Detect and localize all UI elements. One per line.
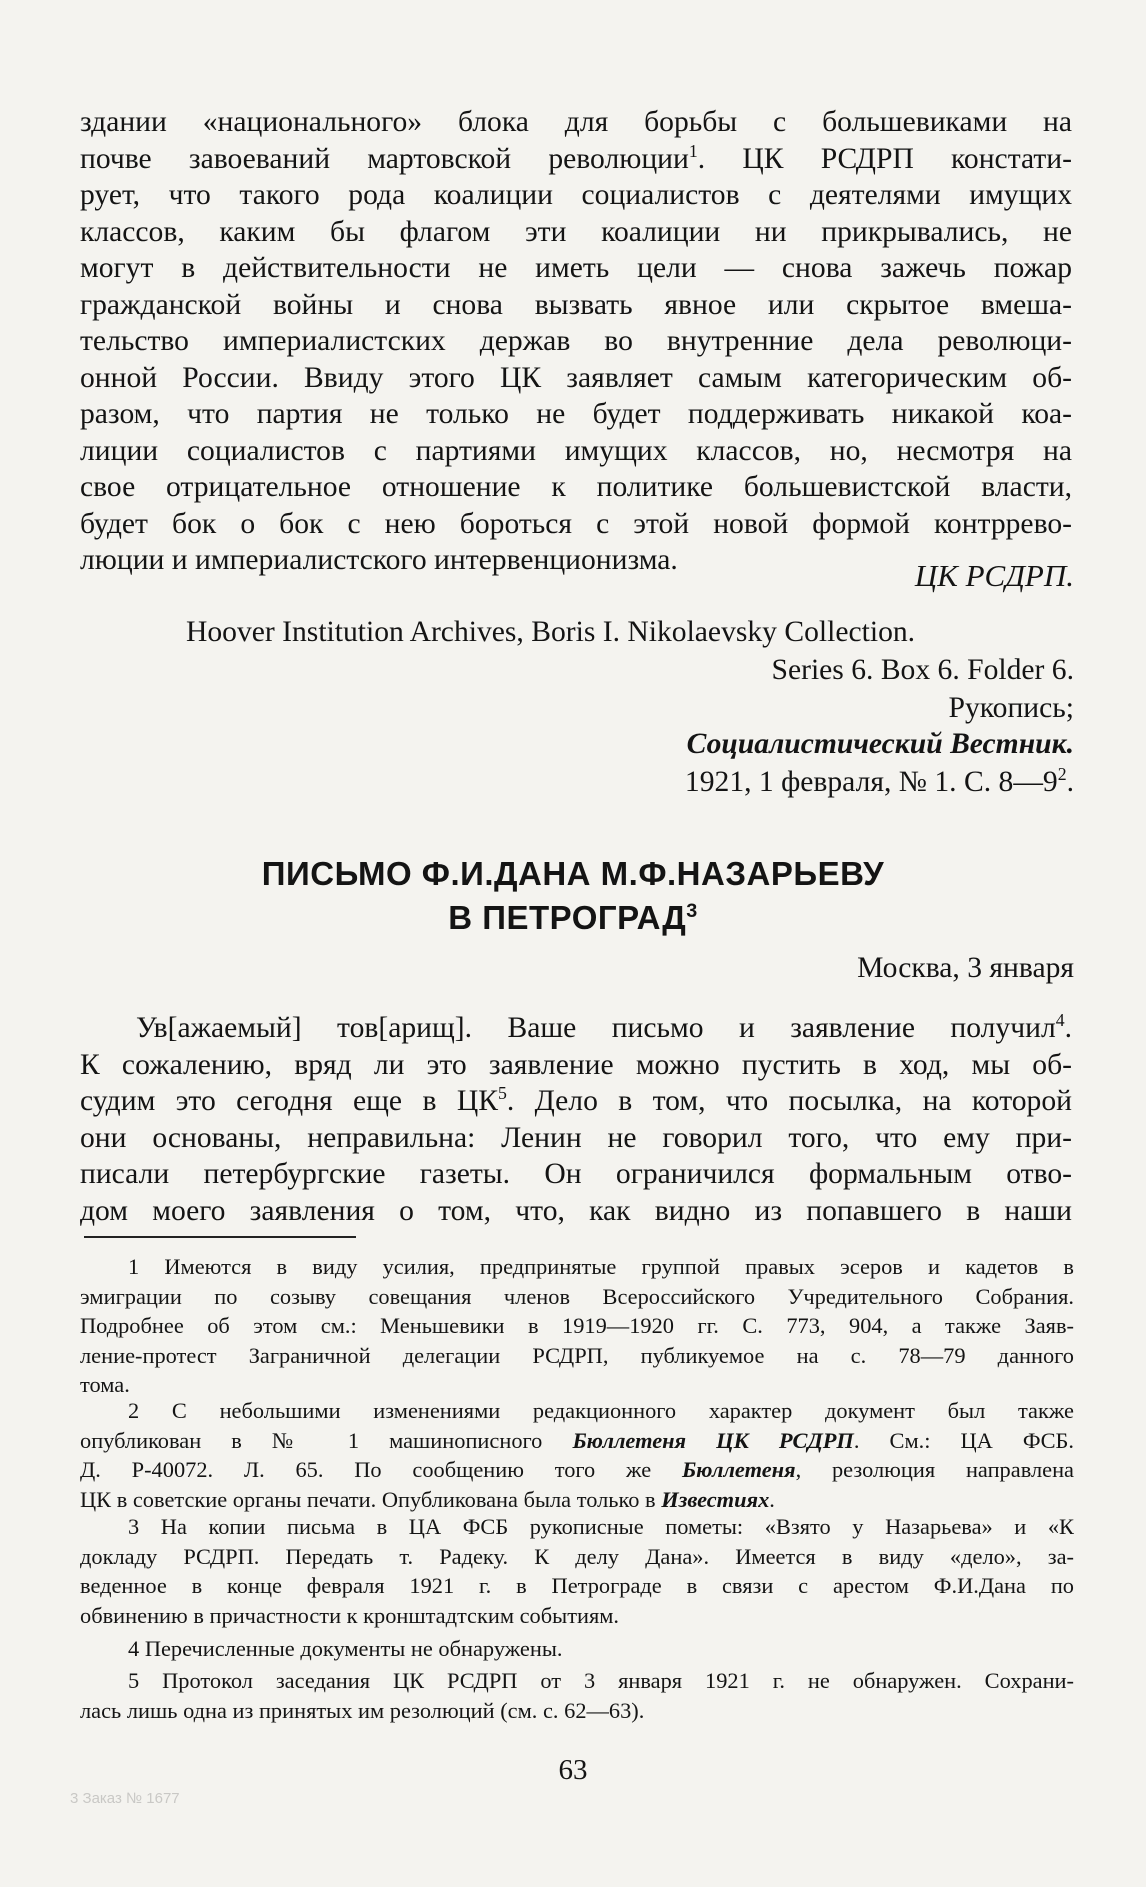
letter-heading-line-1: ПИСЬМО Ф.И.ДАНА М.Ф.НАЗАРЬЕВУ (261, 855, 885, 892)
text-line: могут в действительности не иметь цели — снова зажечь пожар (80, 252, 1072, 284)
footnote-line: лась лишь одна из принятых им резолюций (см. с. 62—63). (80, 1697, 645, 1723)
footnote-line: веденное в конце февраля 1921 г. в Петрограде в связи с арестом Ф.И.Дана по (80, 1573, 1074, 1598)
footnote-line: обвинению в причастности к кронштадтским событиям. (80, 1602, 620, 1628)
footnote-line: 2 С небольшими изменениями редакционного характер документ был также (128, 1398, 1074, 1423)
text-line: будет бок о бок с нею бороться с этой новой формой контррево- (80, 507, 1072, 540)
footnote-ref-1: 1 (688, 140, 698, 161)
text-line: здании «национального» блока для борьбы с большевиками на (80, 106, 1072, 138)
signature: ЦК РСДРП. (914, 558, 1074, 593)
text-line: гражданской войны и снова вызвать явное или скрытое вмеша- (80, 288, 1072, 321)
text-line: К сожалению, вряд ли это заявление можно пустить в ход, мы об- (80, 1048, 1072, 1081)
footnote-ref-3: 3 (686, 900, 698, 922)
footnote-divider (84, 1236, 356, 1238)
letter-body (80, 1010, 1072, 1229)
footnote-1 (80, 1252, 1074, 1400)
footnote-ref-2: 2 (1057, 764, 1067, 785)
text-line: Ув[ажаемый] тов[арищ]. Ваше письмо и заявление получил$^4$. (136, 1010, 1072, 1044)
footnote-ref-5: 5 (497, 1083, 507, 1104)
text-line: тельство империалистских держав во внутренние дела революци- (80, 325, 1072, 357)
print-mark: 3 Заказ № 1677 (70, 1790, 180, 1807)
footnote-ref-4: 4 (1055, 1010, 1065, 1031)
footnote-line: 1 Имеются в виду усилия, предпринятые группой правых эсеров и кадетов в (128, 1254, 1074, 1279)
footnote-line: эмиграции по созыву совещания членов Всероссийского Учредительного Собрания. (80, 1283, 1074, 1309)
footnote-line: ЦК в советские органы печати. Опубликована была только в Известиях. (80, 1486, 775, 1512)
text-line: люции и империалистского интервенционизма. (80, 544, 678, 576)
footnote-line: тома. (80, 1372, 130, 1397)
text-line: они основаны, неправильна: Ленин не говорил того, что ему при- (80, 1121, 1072, 1154)
source-journal: Социалистический Вестник. (686, 728, 1074, 760)
footnote-line: опубликован в № 1 машинописного Бюллетеня ЦК РСДРП. См.: ЦА ФСБ. (80, 1427, 1074, 1453)
page-number: 63 (558, 1754, 588, 1786)
footnote-3 (80, 1512, 1074, 1630)
footnote-line: 5 Протокол заседания ЦК РСДРП от 3 января 1921 г. не обнаружен. Сохрани- (128, 1668, 1074, 1693)
text-line: писали петербургские газеты. Он ограничился формальным отво- (80, 1158, 1072, 1190)
footnote-4 (80, 1634, 1074, 1664)
text-line: онной России. Ввиду этого ЦК заявляет самым категорическим об- (80, 361, 1072, 394)
source-archive: Hoover Institution Archives, Boris I. Nikolaevsky Collection. (186, 616, 916, 648)
footnote-5 (80, 1666, 1074, 1725)
text-line: классов, каким бы флагом эти коалиции ни прикрывались, не (80, 215, 1072, 248)
text-line: почве завоеваний мартовской революции$^1$. ЦК РСДРП констати- (80, 140, 1072, 175)
text-line: свое отрицательное отношение к политике большевистской власти, (80, 471, 1072, 503)
source-series: Series 6. Box 6. Folder 6. (771, 654, 1074, 686)
footnote-line: Подробнее об этом см.: Меньшевики в 1919—1920 гг. С. 773, 904, а также Заяв- (80, 1313, 1074, 1338)
footnote-line: 3 На копии письма в ЦА ФСБ рукописные пометы: «Взято у Назарьева» и «К (128, 1514, 1074, 1539)
text-line: судим это сегодня еще в $ЦК^5$. Дело в том, что посылка, на которой (80, 1083, 1072, 1117)
footnote-line: 4 Перечисленные документы не обнаружены. (128, 1636, 563, 1661)
footnote-line: ление-протест Заграничной делегации РСДРП, публикуемое на с. 78—79 данного (80, 1342, 1074, 1368)
body-paragraph-1 (80, 104, 1072, 579)
footnote-line: Д. Р-40072. Л. 65. По сообщению того же Бюллетеня, резолюция направлена (80, 1457, 1074, 1482)
source-manuscript: Рукопись; (948, 692, 1074, 724)
text-line: рует, что такого рода коалиции социалистов с деятелями имущих (80, 179, 1072, 211)
footnote-line: докладу РСДРП. Передать т. Радеку. К делу Дана». Имеется в виду «дело», за- (80, 1543, 1074, 1569)
source-issue: 1921, 1 февраля, № 1. С. $8—9^2$. (684, 764, 1074, 798)
place-date: Москва, 3 января (857, 952, 1074, 984)
text-line: разом, что партия не только не будет поддерживать никакой коа- (80, 398, 1072, 430)
letter-heading-line-2: В ПЕТРОГРАД$^3$ (448, 899, 698, 936)
text-line: лиции социалистов с партиями имущих классов, но, несмотря на (80, 434, 1072, 467)
text-line: дом моего заявления о том, что, как видно из попавшего в наши (80, 1194, 1072, 1227)
footnote-2 (80, 1396, 1074, 1514)
